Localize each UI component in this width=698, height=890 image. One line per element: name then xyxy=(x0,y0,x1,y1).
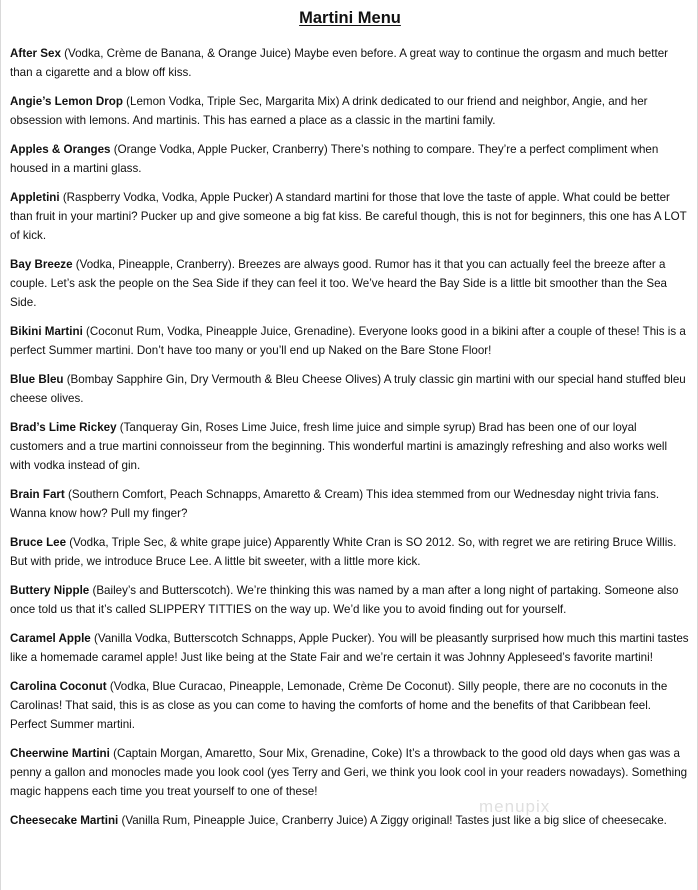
menu-item xyxy=(10,140,690,178)
menu-item-description: (Bailey’s and Butterscotch). We’re thinking this was named by a man after a long night of partaking. Someone also once told us that it’s called SLIPPERY TITTIES on the way up. We’d like you to avoid finding out for yourself. xyxy=(10,584,679,616)
menu-item-name: Bay Breeze xyxy=(10,258,73,271)
menu-item-description: (Vanilla Rum, Pineapple Juice, Cranberry Juice) A Ziggy original! Tastes just like a big slice of cheesecake. xyxy=(118,814,667,827)
menu-item-description: (Vanilla Vodka, Butterscotch Schnapps, Apple Pucker). You will be pleasantly surprised how much this martini tastes like a homemade caramel apple! Just like being at the State Fair and we’re certain it was Johnny Appleseed’s favorite martini! xyxy=(10,632,689,664)
menu-item-description: (Coconut Rum, Vodka, Pineapple Juice, Grenadine). Everyone looks good in a bikini after a couple of these! This is a perfect Summer martini. Don’t have too many or you’ll end up Naked on the Bare Stone Floor! xyxy=(10,325,686,357)
menu-item-description: (Vodka, Triple Sec, & white grape juice) Apparently White Cran is SO 2012. So, with regret we are retiring Bruce Willis. But with pride, we introduce Bruce Lee. A little bit sweeter, with a little more kick. xyxy=(10,536,677,568)
menu-item-name: Brain Fart xyxy=(10,488,65,501)
menu-item-name: Bruce Lee xyxy=(10,536,67,549)
menu-item xyxy=(10,255,690,312)
menu-item-name: Apples & Oranges xyxy=(10,143,111,156)
menu-item-description: (Southern Comfort, Peach Schnapps, Amaretto & Cream) This idea stemmed from our Wednesday night trivia fans. Wanna know how? Pull my finger? xyxy=(10,488,660,520)
menu-item-name: Buttery Nipple xyxy=(10,584,90,597)
menu-item xyxy=(10,581,690,619)
watermark: menupix xyxy=(479,797,551,816)
menu-item-description: (Vodka, Pineapple, Cranberry). Breezes are always good. Rumor has it that you can actually feel the breeze after a couple. Let’s ask the people on the Sea Side if they can feel it too. We’ve heard the Bay Side is a little bit smoother than the Sea Side. xyxy=(10,258,667,309)
menu-item xyxy=(10,370,690,408)
menu-item xyxy=(10,44,690,82)
page-title xyxy=(1,7,698,29)
menu-item-name: After Sex xyxy=(10,47,61,60)
menu-item xyxy=(10,485,690,523)
menu-item xyxy=(10,92,690,130)
menu-item xyxy=(10,629,690,667)
menu-item xyxy=(10,322,690,360)
menu-item-name: Cheesecake Martini xyxy=(10,814,119,827)
menu-item-description: (Orange Vodka, Apple Pucker, Cranberry) There’s nothing to compare. They’re a perfect compliment when housed in a martini glass. xyxy=(10,143,659,175)
menu-item-name: Carolina Coconut xyxy=(10,680,107,693)
menu-item-description: (Lemon Vodka, Triple Sec, Margarita Mix) A drink dedicated to our friend and neighbor, Angie, and her obsession with lemons. And martinis. This has earned a place as a classic in the martini family. xyxy=(10,95,648,127)
menu-item-name: Bikini Martini xyxy=(10,325,83,338)
menu-item xyxy=(10,677,690,734)
menu-item-name: Cheerwine Martini xyxy=(10,747,110,760)
menu-item xyxy=(10,188,690,245)
menu-item-name: Brad’s Lime Rickey xyxy=(10,421,117,434)
menu-item-description: (Vodka, Blue Curacao, Pineapple, Lemonade, Crème De Coconut). Silly people, there are no coconuts in the Carolinas! That said, this is as close as you can come to having the comforts of home and the benefits of that Caribbean feel. Perfect Summer martini. xyxy=(10,680,668,731)
menu-item-description: (Raspberry Vodka, Vodka, Apple Pucker) A standard martini for those that love the taste of apple. What could be better than fruit in your martini? Pucker up and give someone a big fat kiss. Be careful though, this is not for beginners, this one has A LOT of kick. xyxy=(10,191,687,242)
menu-item-name: Appletini xyxy=(10,191,60,204)
menu-item xyxy=(10,744,690,801)
menu-item xyxy=(10,533,690,571)
menu-item-name: Caramel Apple xyxy=(10,632,91,645)
menu-item xyxy=(10,418,690,475)
menu-item-name: Angie’s Lemon Drop xyxy=(10,95,123,108)
menu-item-list xyxy=(10,44,690,840)
page-title-text: Martini Menu xyxy=(299,9,401,27)
menu-item-description: (Bombay Sapphire Gin, Dry Vermouth & Bleu Cheese Olives) A truly classic gin martini with our special hand stuffed bleu cheese olives. xyxy=(10,373,686,405)
menu-item-description: (Tanqueray Gin, Roses Lime Juice, fresh lime juice and simple syrup) Brad has been one of our loyal customers and a true martini connoisseur from the beginning. This wonderful martini is amazingly refreshing and also works well with vodka instead of gin. xyxy=(10,421,668,472)
menu-item-name: Blue Bleu xyxy=(10,373,64,386)
menu-item xyxy=(10,811,690,830)
menu-item-description: (Vodka, Crème de Banana, & Orange Juice) Maybe even before. A great way to continue the orgasm and much better than a cigarette and a blow off kiss. xyxy=(10,47,668,79)
menu-item-description: (Captain Morgan, Amaretto, Sour Mix, Grenadine, Coke) It’s a throwback to the good old days when gas was a penny a gallon and monocles made you look cool (yes Terry and Geri, we think you look cool in your readers nowadays). Something magic happens each time you treat yourself to one of these! xyxy=(10,747,688,798)
